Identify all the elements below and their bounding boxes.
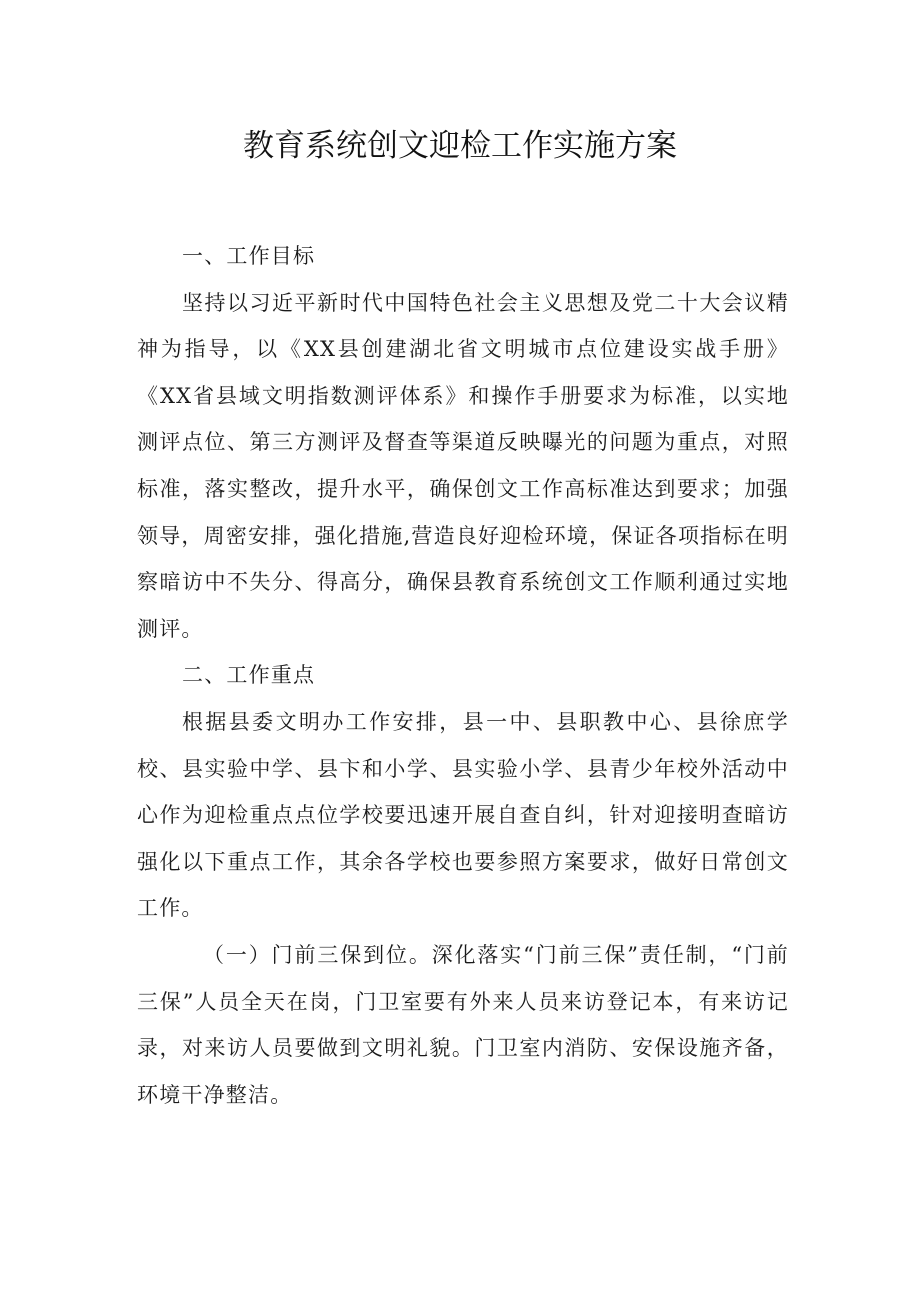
document-title: 教育系统创文迎检工作实施方案 xyxy=(243,128,677,164)
document-body xyxy=(137,233,789,1118)
section-paragraph-goals: 坚持以习近平新时代中国特色社会主义思想及党二十大会议精神为指导，以《XX县创建湖北省文明城市点位建设实战手册》《XX省县域文明指数测评体系》和操作手册要求为标准，以实地测评点位、第三方测评及督查等渠道反映曝光的问题为重点，对照标准，落实整改，提升水平，确保创文工作高标准达到要求；加强领导，周密安排，强化措施,营造良好迎检环境，保证各项指标在明察暗访中不失分、得高分，确保县教育系统创文工作顺利通过实地测评。 xyxy=(137,290,789,641)
subsection-paragraph-gate: （一）门前三保到位。深化落实“门前三保”责任制，“门前三保”人员全天在岗，门卫室要有外来人员来访登记本，有来访记录，对来访人员要做到文明礼貌。门卫室内消防、安保设施齐备，环境干净整洁。 xyxy=(137,942,789,1107)
section-paragraph-focus: 根据县委文明办工作安排，县一中、县职教中心、县徐庶学校、县实验中学、县卞和小学、县实验小学、县青少年校外活动中心作为迎检重点点位学校要迅速开展自查自纠，针对迎接明查暗访强化以下重点工作，其余各学校也要参照方案要求，做好日常创文工作。 xyxy=(137,709,789,921)
section-heading-focus: 二、工作重点 xyxy=(182,663,316,688)
section-heading-goals: 一、工作目标 xyxy=(182,244,316,268)
